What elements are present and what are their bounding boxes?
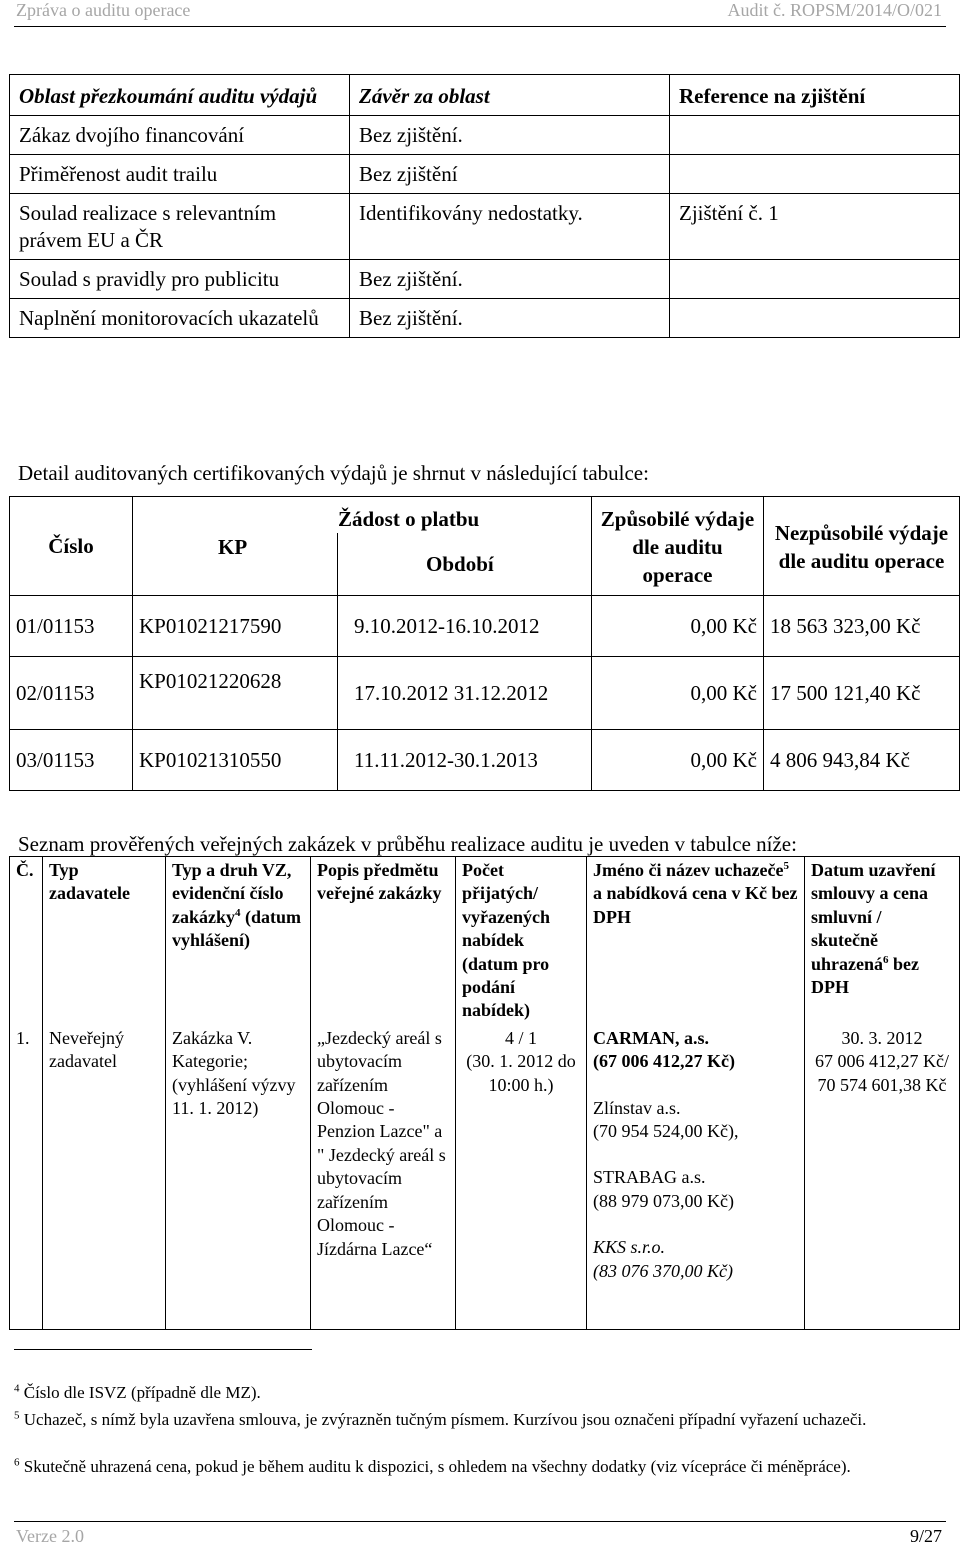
table-row — [10, 194, 960, 260]
footnote-number: 6 — [14, 1456, 20, 1469]
number-cell: 02/01153 — [10, 657, 133, 730]
kp-cell: KP01021217590 — [133, 596, 338, 657]
header-audit-number: Audit č. ROPSM/2014/O/021 — [727, 0, 942, 20]
footnote-number: 4 — [14, 1382, 20, 1395]
bidder-price: (70 954 524,00 Kč), — [593, 1121, 739, 1142]
col-header-number: Číslo — [10, 497, 133, 596]
col-header-contract-type — [166, 857, 311, 1025]
bidder-name: Zlínstav a.s. — [593, 1097, 681, 1118]
col-header-no: Č. — [10, 857, 43, 1025]
table-row — [10, 1025, 960, 1330]
footer-page-number: 9/27 — [909, 1526, 942, 1546]
table-row — [10, 730, 960, 791]
conclusion-cell: Bez zjištění. — [350, 116, 670, 155]
footnote-text: Číslo dle ISVZ (případně dle MZ). — [23, 1383, 261, 1402]
table-header-row — [10, 75, 960, 116]
paid-price: 70 574 601,38 Kč — [817, 1074, 947, 1095]
contract-price: 67 006 412,27 Kč/ — [815, 1051, 949, 1072]
footnote-ref-6: 6 — [883, 953, 889, 966]
col-header-contracting-type: Typ zadavatele — [43, 857, 166, 1025]
footnote-4 — [14, 1382, 946, 1403]
contracting-type-cell: Neveřejný zadavatel — [43, 1025, 166, 1330]
col-header-payment-request: Žádost o platbu — [133, 497, 592, 534]
table-row — [10, 657, 960, 730]
area-cell: Naplnění monitorovacích ukazatelů — [10, 299, 350, 338]
table-row — [10, 260, 960, 299]
footer-version: Verze 2.0 — [16, 1526, 84, 1546]
reference-cell — [670, 155, 960, 194]
col-header-kp: KP — [133, 533, 338, 596]
table-row — [10, 299, 960, 338]
bidder-price: (83 076 370,00 Kč) — [593, 1260, 733, 1281]
footnote-ref-5: 5 — [783, 860, 789, 872]
kp-cell: KP01021220628 — [133, 657, 338, 730]
table-row — [10, 596, 960, 657]
conclusion-cell: Identifikovány nedostatky. — [350, 194, 670, 260]
reference-cell — [670, 299, 960, 338]
area-cell: Zákaz dvojího financování — [10, 116, 350, 155]
contract-date-cell — [805, 1025, 960, 1330]
bids-label: Počet přijatých/ vyřazených nabídek (datum pro podání nabídek) — [462, 860, 550, 1021]
ineligible-cell: 18 563 323,00 Kč — [764, 596, 960, 657]
col-header-description: Popis předmětu veřejné zakázky — [311, 857, 456, 1025]
bidder-label-tail: a nabídková cena v Kč bez DPH — [593, 883, 798, 927]
number-cell: 01/01153 — [10, 596, 133, 657]
bidder-name: KKS s.r.o. — [593, 1237, 666, 1258]
header-title: Zpráva o auditu operace — [16, 0, 191, 20]
footnote-5 — [14, 1409, 946, 1430]
eligible-cell: 0,00 Kč — [592, 596, 764, 657]
ineligible-cell: 4 806 943,84 Kč — [764, 730, 960, 791]
bidders-cell — [587, 1025, 805, 1330]
bidder-price: (88 979 073,00 Kč) — [593, 1190, 734, 1211]
col-header-bids — [456, 857, 587, 1025]
bidder-name: CARMAN, a.s. — [593, 1027, 709, 1048]
footnote-separator — [14, 1349, 312, 1350]
contract-type-cell: Zakázka V. Kategorie; (vyhlášení výzvy 11. 1. 2012) — [166, 1025, 311, 1330]
conclusion-cell: Bez zjištění. — [350, 299, 670, 338]
contract-type-label: Typ a druh VZ, evidenční číslo zakázky — [172, 860, 292, 927]
col-header-ineligible: Nezpůsobilé výdaje dle auditu operace — [764, 497, 960, 596]
contract-date-label: Datum uzavření smlouvy a cena smluvní / skutečně uhrazená — [811, 860, 936, 974]
kp-cell: KP01021310550 — [133, 730, 338, 791]
audit-areas-table — [9, 74, 960, 338]
detail-paragraph: Detail auditovaných certifikovaných výdajů je shrnut v následující tabulce: — [18, 461, 649, 485]
reference-cell: Zjištění č. 1 — [670, 194, 960, 260]
contracts-paragraph: Seznam prověřených veřejných zakázek v průběhu realizace auditu je uveden v tabulce níže: — [18, 832, 797, 856]
header-rule — [14, 26, 946, 27]
no-cell: 1. — [10, 1025, 43, 1330]
contract-date-tail: bez DPH — [811, 953, 919, 998]
footnote-text: Uchazeč, s nímž byla uzavřena smlouva, je zvýrazněn tučným písmem. Kurzívou jsou označeni případní vyřazení uchazeči. — [23, 1410, 867, 1429]
footnote-6 — [14, 1456, 946, 1477]
col-header-contract-date — [805, 857, 960, 1025]
col-header-period: Období — [338, 533, 592, 596]
footer-rule — [14, 1521, 946, 1522]
footnote-ref-4: 4 — [235, 906, 241, 919]
col-header-reference: Reference na zjištění — [670, 75, 960, 116]
bidder-label: Jméno či název uchazeče — [593, 860, 784, 880]
bidder-name: STRABAG a.s. — [593, 1167, 706, 1188]
area-cell: Přiměřenost audit trailu — [10, 155, 350, 194]
page-header — [0, 0, 960, 24]
area-cell: Soulad realizace s relevantním právem EU a ČR — [10, 194, 350, 260]
table-header-row — [10, 857, 960, 1025]
period-cell: 17.10.2012 31.12.2012 — [338, 657, 592, 730]
conclusion-cell: Bez zjištění. — [350, 260, 670, 299]
contracts-table — [9, 856, 960, 1330]
col-header-bidder — [587, 857, 805, 1025]
eligible-cell: 0,00 Kč — [592, 730, 764, 791]
table-row — [10, 155, 960, 194]
description-cell: „Jezdecký areál s ubytovacím zařízením Olomouc - Penzion Lazce" a " Jezdecký areál s ubytovacím zařízením Olomouc - Jízdárna Lazce“ — [311, 1025, 456, 1330]
col-header-conclusion: Závěr za oblast — [350, 75, 670, 116]
footnote-text: Skutečně uhrazená cena, pokud je během auditu k dispozici, s ohledem na všechny dodatky (viz vícepráce či méněpráce). — [23, 1457, 851, 1476]
footnote-number: 5 — [14, 1409, 20, 1422]
contract-date: 30. 3. 2012 — [841, 1027, 923, 1048]
contract-type-tail: (datum vyhlášení) — [172, 906, 302, 951]
col-header-eligible: Způsobilé výdaje dle auditu operace — [592, 497, 764, 596]
expenses-table — [9, 496, 960, 791]
table-row — [10, 116, 960, 155]
bids-deadline: (30. 1. 2012 do 10:00 h.) — [466, 1051, 576, 1095]
conclusion-cell: Bez zjištění — [350, 155, 670, 194]
number-cell: 03/01153 — [10, 730, 133, 791]
bidder-price: (67 006 412,27 Kč) — [593, 1051, 735, 1072]
col-header-area: Oblast přezkoumání auditu výdajů — [10, 75, 350, 116]
period-cell: 11.11.2012-30.1.2013 — [338, 730, 592, 791]
eligible-cell: 0,00 Kč — [592, 657, 764, 730]
area-cell: Soulad s pravidly pro publicitu — [10, 260, 350, 299]
reference-cell — [670, 116, 960, 155]
ineligible-cell: 17 500 121,40 Kč — [764, 657, 960, 730]
reference-cell — [670, 260, 960, 299]
bids-count: 4 / 1 — [504, 1027, 537, 1048]
period-cell: 9.10.2012-16.10.2012 — [338, 596, 592, 657]
bids-cell — [456, 1025, 587, 1330]
